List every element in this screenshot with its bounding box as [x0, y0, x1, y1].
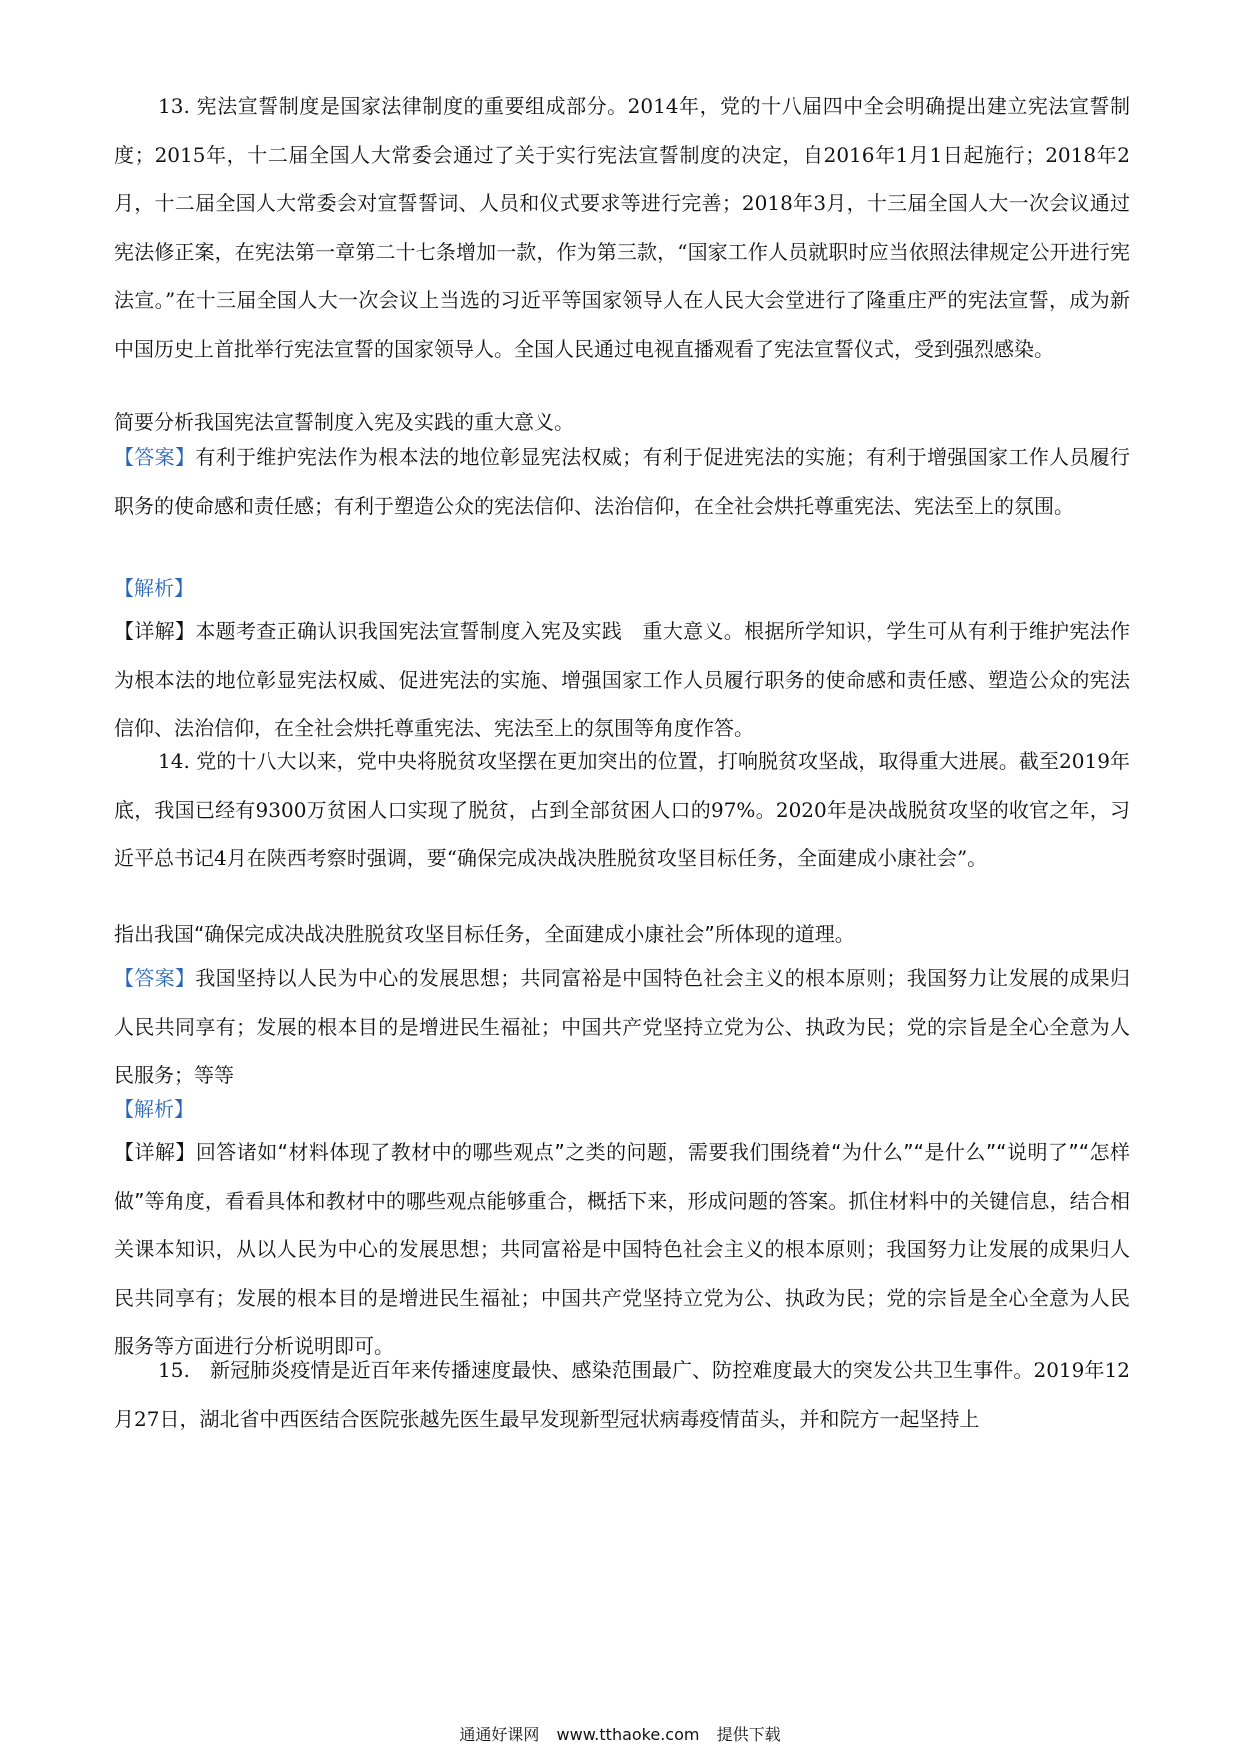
- q14-detail-text: 回答诸如“材料体现了教材中的哪些观点”之类的问题，需要我们围绕着“为什么”“是什么”“说明了”“怎样做”等角度，看看具体和教材中的哪些观点能够重合，概括下来，形成问题的答案。抓住材料中的关键信息，结合相关课本知识，从以人民为中心的发展思想；共同富裕是中国特色社会主义的根本原则；我国努力让发展的成果归人民共同享有；发展的根本目的是增进民生福祉；中国共产党坚持立党为公、执政为民；党的宗旨是全心全意为人民服务等方面进行分析说明即可。: [114, 1140, 1130, 1358]
- detail-tag: 【详解】: [114, 619, 196, 643]
- q13-question: 简要分析我国宪法宣誓制度入宪及实践的重大意义。: [114, 410, 574, 434]
- q13-stem: 13. 宪法宣誓制度是国家法律制度的重要组成部分。2014年，党的十八届四中全会明确提出建立宪法宣誓制度；2015年，十二届全国人大常委会通过了关于实行宪法宣誓制度的决定，自2016年1月1日起施行；2018年2月，十二届全国人大常委会对宣誓誓词、人员和仪式要求等进行完善；2018年3月，十三届全国人大一次会议通过宪法修正案，在宪法第一章第二十七条增加一款，作为第三款，“国家工作人员就职时应当依照法律规定公开进行宪法宣。”在十三届全国人大一次会议上当选的习近平等国家领导人在人民大会堂进行了隆重庄严的宪法宣誓，成为新中国历史上首批举行宪法宣誓的国家领导人。全国人民通过电视直播观看了宪法宣誓仪式，受到强烈感染。: [114, 94, 1130, 361]
- q14-analysis-tag: [114, 1085, 1130, 1134]
- footer-suffix: 提供下载: [716, 1725, 781, 1744]
- q13-detail: [114, 607, 1130, 753]
- analysis-tag: 【解析】: [114, 576, 194, 600]
- q13-analysis-tag: [114, 564, 1130, 613]
- footer-site-name: 通通好课网: [459, 1725, 540, 1744]
- q14-stem: 14. 党的十八大以来，党中央将脱贫攻坚摆在更加突出的位置，打响脱贫攻坚战，取得重大进展。截至2019年底，我国已经有9300万贫困人口实现了脱贫，占到全部贫困人口的97%。2020年是决战脱贫攻坚的收官之年，习近平总书记4月在陕西考察时强调，要“确保完成决战决胜脱贫攻坚目标任务，全面建成小康社会”。: [114, 749, 1130, 870]
- q13-detail-text: 本题考查正确认识我国宪法宣誓制度入宪及实践 重大意义。根据所学知识，学生可从有利于维护宪法作为根本法的地位彰显宪法权威、促进宪法的实施、增强国家工作人员履行职务的使命感和责任感、塑造公众的宪法信仰、法治信仰，在全社会烘托尊重宪法、宪法至上的氛围等角度作答。: [114, 619, 1131, 740]
- q14-answer-text: 我国坚持以人民为中心的发展思想；共同富裕是中国特色社会主义的根本原则；我国努力让发展的成果归人民共同享有；发展的根本目的是增进民生福祉；中国共产党坚持立党为公、执政为民；党的宗旨是全心全意为人民服务；等等: [114, 966, 1131, 1087]
- q14-detail: [114, 1128, 1130, 1371]
- q13-answer: [114, 433, 1130, 530]
- detail-tag: 【详解】: [114, 1140, 196, 1164]
- footer-url[interactable]: www.tthaoke.com: [556, 1725, 700, 1744]
- q15-stem: 15. 新冠肺炎疫情是近百年来传播速度最快、感染范围最广、防控难度最大的突发公共卫生事件。2019年12月27日，湖北省中西医结合医院张越先医生最早发现新型冠状病毒疫情苗头，并和院方一起坚持上: [114, 1358, 1130, 1431]
- q14-question: 指出我国“确保完成决战决胜脱贫攻坚目标任务，全面建成小康社会”所体现的道理。: [114, 922, 855, 946]
- answer-tag: 【答案】: [114, 966, 196, 990]
- q13-answer-text: 有利于维护宪法作为根本法的地位彰显宪法权威；有利于促进宪法的实施；有利于增强国家工作人员履行职务的使命感和责任感；有利于塑造公众的宪法信仰、法治信仰，在全社会烘托尊重宪法、宪法至上的氛围。: [114, 445, 1131, 518]
- q14-answer: [114, 954, 1130, 1100]
- analysis-tag: 【解析】: [114, 1097, 194, 1121]
- page-footer: [0, 1722, 1240, 1745]
- answer-tag: 【答案】: [114, 445, 196, 469]
